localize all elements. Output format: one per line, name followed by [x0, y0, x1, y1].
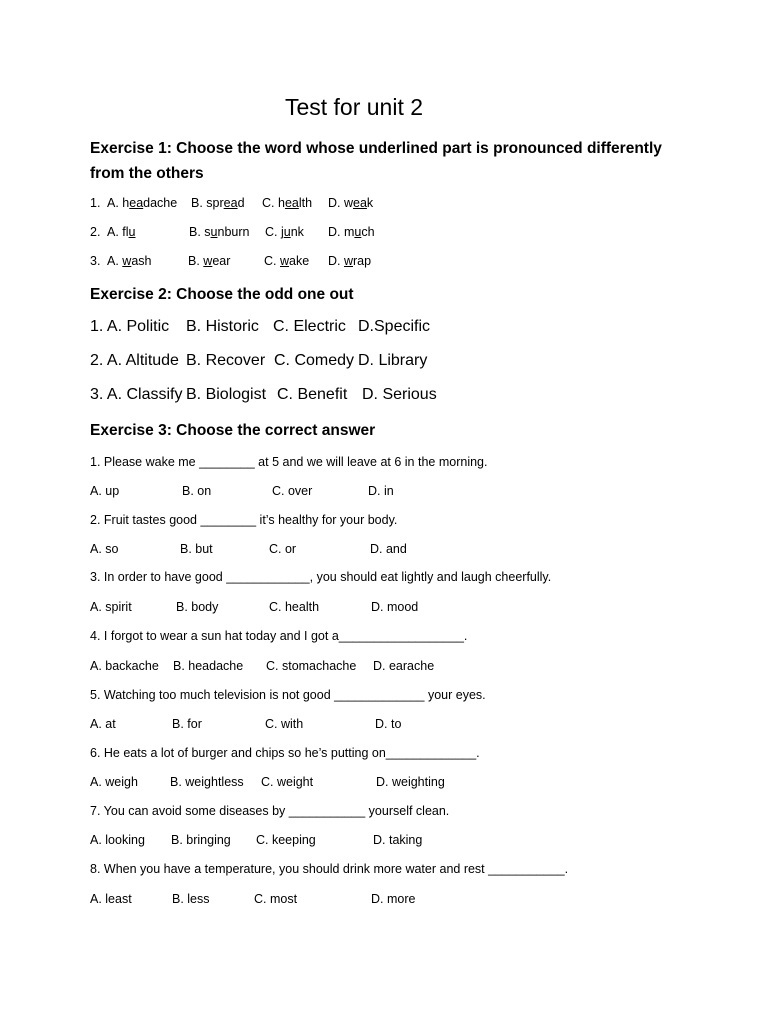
ex3-option: A. up — [90, 484, 120, 498]
ex3-option: C. most — [254, 892, 298, 906]
exercise-1-heading-line2: from the others — [90, 165, 204, 182]
ex3-question: 2. Fruit tastes good ________ it’s healthy for your body. — [90, 513, 398, 527]
ex3-option: D. mood — [371, 600, 419, 614]
ex3-option: B. but — [180, 542, 213, 556]
ex1-row-number: 1. — [90, 196, 101, 210]
ex3-question: 5. Watching too much television is not good _____________ your eyes. — [90, 688, 486, 702]
ex2-option: C. Benefit — [277, 386, 348, 403]
ex2-option: D. Serious — [362, 386, 437, 403]
ex3-option: D. and — [370, 542, 407, 556]
ex3-option: B. on — [182, 484, 212, 498]
ex3-option: C. weight — [261, 775, 314, 789]
ex3-question: 4. I forgot to wear a sun hat today and I got a__________________. — [90, 629, 468, 643]
ex3-option: A. so — [90, 542, 119, 556]
ex3-option: C. stomachache — [266, 659, 357, 673]
ex2-option: 2. A. Altitude — [90, 352, 179, 369]
ex2-option: 3. A. Classify — [90, 386, 183, 403]
ex3-option: B. bringing — [171, 833, 231, 847]
ex1-option: B. spread — [191, 196, 245, 210]
ex1-row-number: 2. — [90, 225, 101, 239]
ex3-option: A. weigh — [90, 775, 138, 789]
ex3-option: C. health — [269, 600, 320, 614]
ex1-option: D. much — [328, 225, 375, 239]
ex3-option: D. earache — [373, 659, 435, 673]
exercise-1-heading — [90, 136, 662, 186]
ex3-option: C. with — [265, 717, 304, 731]
ex3-option: B. for — [172, 717, 202, 731]
ex1-option: C. junk — [265, 225, 304, 239]
page-title: Test for unit 2 — [284, 94, 424, 120]
ex2-option: C. Electric — [273, 318, 346, 335]
ex3-question: 1. Please wake me ________ at 5 and we will leave at 6 in the morning. — [90, 455, 488, 469]
ex2-option: 1. A. Politic — [90, 318, 170, 335]
ex2-option: D. Library — [358, 352, 428, 369]
ex3-option: C. or — [269, 542, 297, 556]
ex3-option: B. weightless — [170, 775, 244, 789]
ex1-option: A. flu — [107, 225, 136, 239]
ex1-option: D. wrap — [328, 254, 372, 268]
ex3-option: D. in — [368, 484, 394, 498]
exercise-3-heading: Exercise 3: Choose the correct answer — [90, 422, 376, 439]
ex3-option: D. more — [371, 892, 416, 906]
ex3-question: 8. When you have a temperature, you should drink more water and rest ___________. — [90, 862, 569, 876]
ex3-option: A. backache — [90, 659, 159, 673]
ex3-option: D. to — [375, 717, 402, 731]
ex3-option: D. taking — [373, 833, 423, 847]
ex3-option: A. looking — [90, 833, 145, 847]
ex3-option: A. least — [90, 892, 132, 906]
ex3-option: A. at — [90, 717, 116, 731]
ex1-row-number: 3. — [90, 254, 101, 268]
ex3-option: B. body — [176, 600, 219, 614]
exercise-1-heading-line1: Exercise 1: Choose the word whose underlined part is pronounced differently — [90, 140, 662, 157]
ex2-option: B. Historic — [186, 318, 259, 335]
ex3-option: B. headache — [173, 659, 244, 673]
ex2-option: B. Recover — [186, 352, 266, 369]
ex1-option: A. headache — [107, 196, 178, 210]
ex1-option: B. wear — [188, 254, 231, 268]
ex1-option: C. health — [262, 196, 313, 210]
ex2-option: C. Comedy — [274, 352, 355, 369]
ex2-option: D.Specific — [358, 318, 431, 335]
ex3-question: 3. In order to have good ____________, you should eat lightly and laugh cheerfully. — [90, 570, 552, 584]
exercise-2-heading: Exercise 2: Choose the odd one out — [90, 286, 354, 303]
ex3-option: D. weighting — [376, 775, 445, 789]
ex1-option: C. wake — [264, 254, 310, 268]
ex3-question: 7. You can avoid some diseases by ___________ yourself clean. — [90, 804, 450, 818]
ex3-option: A. spirit — [90, 600, 132, 614]
ex1-option: B. sunburn — [189, 225, 250, 239]
ex3-option: C. over — [272, 484, 313, 498]
ex1-option: D. weak — [328, 196, 374, 210]
ex1-option: A. wash — [107, 254, 152, 268]
ex3-option: B. less — [172, 892, 210, 906]
ex3-question: 6. He eats a lot of burger and chips so he’s putting on_____________. — [90, 746, 480, 760]
ex3-option: C. keeping — [256, 833, 316, 847]
ex2-option: B. Biologist — [186, 386, 267, 403]
